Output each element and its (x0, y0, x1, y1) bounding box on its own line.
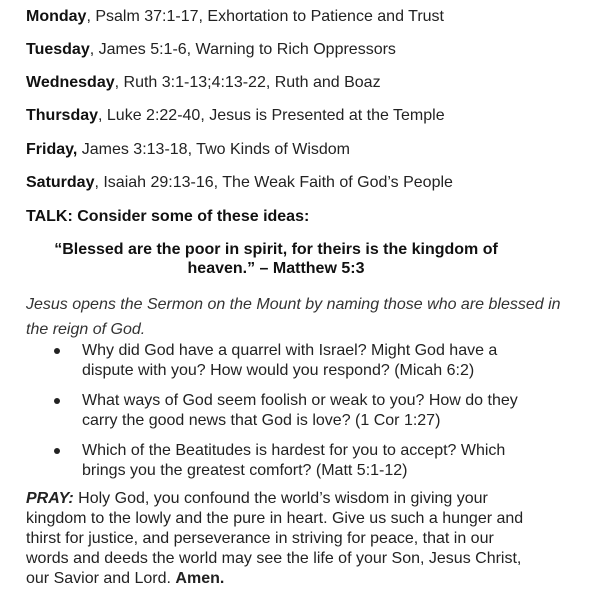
list-item: Why did God have a quarrel with Israel? Might God have a dispute with you? How would you respond? (Micah 6:2) (26, 341, 566, 381)
reading-thursday: Thursday, Luke 2:22-40, Jesus is Presented at the Temple (26, 107, 445, 124)
reading-text: Ruth 3:1-13;4:13-22, Ruth and Boaz (123, 74, 381, 91)
pray-label: PRAY: (26, 490, 74, 507)
bullet-icon (54, 448, 60, 454)
reading-saturday: Saturday, Isaiah 29:13-16, The Weak Faith of God’s People (26, 174, 453, 191)
talk-label: TALK: (26, 208, 73, 225)
talk-heading: TALK: Consider some of these ideas: (26, 208, 310, 225)
reading-text: Luke 2:22-40, Jesus is Presented at the Temple (106, 107, 445, 124)
reading-friday (26, 140, 350, 160)
day-label: Friday, (26, 141, 78, 158)
bullet-icon (54, 398, 60, 404)
intro-paragraph: Jesus opens the Sermon on the Mount by naming those who are blessed in the reign of God. (26, 296, 561, 338)
day-label: Saturday (26, 174, 95, 191)
amen-label: Amen. (175, 570, 225, 587)
day-label: Tuesday (26, 41, 90, 58)
list-item: Which of the Beatitudes is hardest for you to accept? Which brings you the greatest comfort? (Matt 5:1-12) (26, 441, 566, 481)
day-label: Monday (26, 8, 87, 25)
reading-text: James 3:13-18, Two Kinds of Wisdom (81, 141, 350, 158)
reading-wednesday: Wednesday, Ruth 3:1-13;4:13-22, Ruth and Boaz (26, 74, 381, 91)
day-label: Wednesday (26, 74, 115, 91)
reading-monday: Monday, Psalm 37:1-17, Exhortation to Patience and Trust (26, 8, 444, 25)
list-item: What ways of God seem foolish or weak to you? How do they carry the good news that God is love? (1 Cor 1:27) (26, 391, 566, 431)
prayer-paragraph: PRAY: Holy God, you confound the world’s wisdom in giving your kingdom to the lowly and the pure in heart. Give us such a hunger and thirst for justice, and perseverance in striving for peace, that in our words and deeds the world may see the life of your Son, Jesus Christ, our Savior and Lord. Amen. (26, 490, 524, 587)
reading-tuesday: Tuesday, James 5:1-6, Warning to Rich Oppressors (26, 41, 396, 58)
discussion-questions (26, 341, 566, 481)
reading-text: James 5:1-6, Warning to Rich Oppressors (98, 41, 396, 58)
scripture-quote: “Blessed are the poor in spirit, for theirs is the kingdom of heaven.” – Matthew 5:3 (54, 241, 498, 277)
reading-text: Psalm 37:1-17, Exhortation to Patience and Trust (95, 8, 444, 25)
reading-text: Isaiah 29:13-16, The Weak Faith of God’s People (103, 174, 453, 191)
day-label: Thursday (26, 107, 99, 124)
bullet-icon (54, 348, 60, 354)
